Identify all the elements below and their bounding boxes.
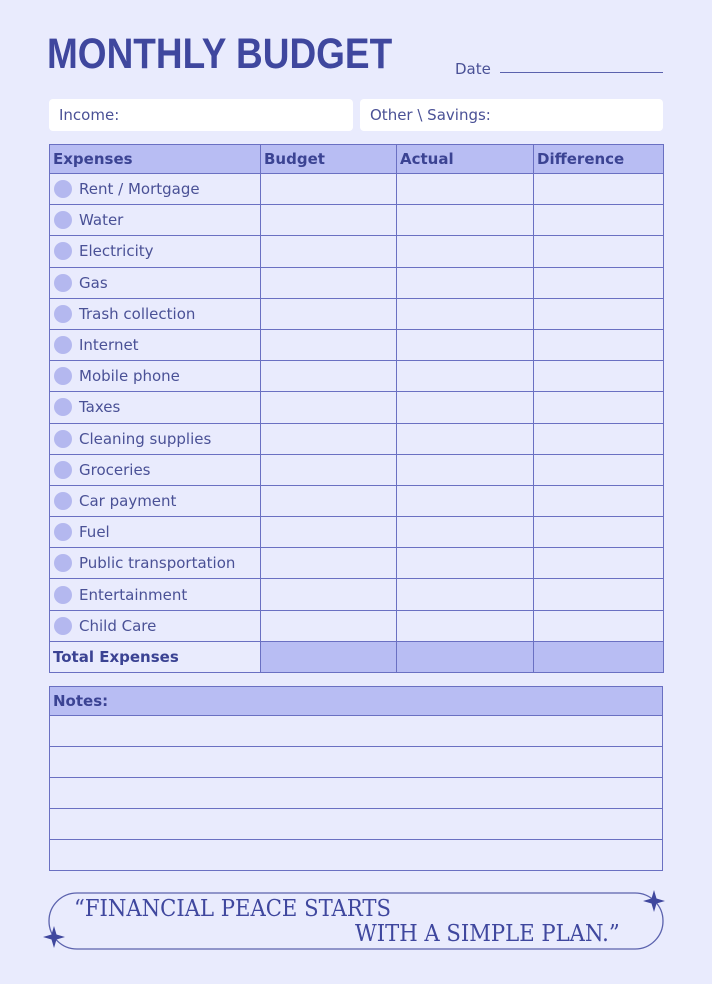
expense-label: Taxes — [79, 398, 121, 417]
header-difference: Difference — [534, 145, 664, 174]
expense-row — [50, 548, 664, 579]
quote-line-2: WITH A SIMPLE PLAN.” — [355, 921, 620, 947]
difference-cell[interactable] — [534, 205, 664, 236]
actual-cell[interactable] — [397, 205, 534, 236]
total-expenses-label: Total Expenses — [50, 642, 261, 673]
difference-cell[interactable] — [534, 548, 664, 579]
expense-row — [50, 174, 664, 205]
expense-name-cell — [50, 236, 261, 267]
expense-row — [50, 579, 664, 610]
expense-row — [50, 267, 664, 298]
expense-label: Entertainment — [79, 585, 188, 604]
expense-label: Gas — [79, 273, 108, 292]
expense-name-cell — [50, 329, 261, 360]
difference-cell[interactable] — [534, 485, 664, 516]
income-label: Income: — [59, 106, 120, 124]
expense-name-cell — [50, 392, 261, 423]
date-label: Date — [455, 60, 491, 78]
header-expenses: Expenses — [50, 145, 261, 174]
expense-name — [50, 367, 260, 385]
expense-name — [50, 336, 260, 354]
expense-label: Car payment — [79, 491, 177, 510]
table-header-row — [50, 145, 664, 174]
expense-row — [50, 485, 664, 516]
difference-cell[interactable] — [534, 329, 664, 360]
notes-line[interactable] — [50, 716, 663, 747]
budget-cell[interactable] — [261, 548, 397, 579]
expense-label: Mobile phone — [79, 367, 180, 386]
expense-name-cell — [50, 517, 261, 548]
bullet-dot-icon — [54, 492, 72, 510]
expense-label: Electricity — [79, 242, 154, 261]
bullet-dot-icon — [54, 274, 72, 292]
expense-label: Rent / Mortgage — [79, 180, 200, 199]
actual-cell[interactable] — [397, 517, 534, 548]
actual-cell[interactable] — [397, 236, 534, 267]
expense-row — [50, 423, 664, 454]
expenses-table — [49, 144, 664, 673]
budget-cell[interactable] — [261, 392, 397, 423]
expense-name-cell — [50, 485, 261, 516]
bullet-dot-icon — [54, 586, 72, 604]
date-field-line[interactable] — [500, 72, 663, 73]
difference-cell[interactable] — [534, 174, 664, 205]
budget-cell[interactable] — [261, 267, 397, 298]
budget-cell[interactable] — [261, 423, 397, 454]
difference-cell[interactable] — [534, 517, 664, 548]
expense-label: Cleaning supplies — [79, 429, 212, 448]
difference-cell[interactable] — [534, 267, 664, 298]
actual-cell[interactable] — [397, 174, 534, 205]
bullet-dot-icon — [54, 523, 72, 541]
budget-cell[interactable] — [261, 298, 397, 329]
expense-name-cell — [50, 610, 261, 641]
expense-label: Public transportation — [79, 554, 236, 573]
actual-cell[interactable] — [397, 548, 534, 579]
expense-name — [50, 398, 260, 416]
bullet-dot-icon — [54, 180, 72, 198]
expense-name — [50, 461, 260, 479]
bullet-dot-icon — [54, 554, 72, 572]
quote-line-1: “FINANCIAL PEACE STARTS — [74, 896, 392, 922]
expense-row — [50, 454, 664, 485]
expense-row — [50, 517, 664, 548]
actual-cell[interactable] — [397, 485, 534, 516]
actual-cell[interactable] — [397, 298, 534, 329]
budget-cell[interactable] — [261, 454, 397, 485]
budget-cell[interactable] — [261, 174, 397, 205]
notes-line[interactable] — [50, 747, 663, 778]
expense-label: Trash collection — [79, 304, 196, 323]
expense-label: Fuel — [79, 523, 110, 542]
budget-cell[interactable] — [261, 236, 397, 267]
budget-cell[interactable] — [261, 517, 397, 548]
budget-cell[interactable] — [261, 610, 397, 641]
budget-cell[interactable] — [261, 205, 397, 236]
expense-name — [50, 492, 260, 510]
expense-label: Child Care — [79, 616, 157, 635]
budget-cell[interactable] — [261, 329, 397, 360]
difference-cell[interactable] — [534, 392, 664, 423]
expense-row — [50, 361, 664, 392]
expense-name — [50, 586, 260, 604]
total-budget-cell[interactable] — [261, 642, 397, 673]
bullet-dot-icon — [54, 398, 72, 416]
expense-row — [50, 205, 664, 236]
expense-name — [50, 180, 260, 198]
expense-name-cell — [50, 174, 261, 205]
expense-row — [50, 329, 664, 360]
expense-name — [50, 305, 260, 323]
budget-cell[interactable] — [261, 485, 397, 516]
difference-cell[interactable] — [534, 454, 664, 485]
expense-name-cell — [50, 267, 261, 298]
expense-name — [50, 554, 260, 572]
expense-name — [50, 523, 260, 541]
sparkle-icon — [643, 890, 665, 912]
notes-line[interactable] — [50, 778, 663, 809]
actual-cell[interactable] — [397, 454, 534, 485]
expense-row — [50, 610, 664, 641]
bullet-dot-icon — [54, 336, 72, 354]
total-actual-cell[interactable] — [397, 642, 534, 673]
difference-cell[interactable] — [534, 361, 664, 392]
expense-name-cell — [50, 423, 261, 454]
expense-label: Groceries — [79, 460, 151, 479]
budget-cell[interactable] — [261, 361, 397, 392]
actual-cell[interactable] — [397, 610, 534, 641]
notes-table — [49, 686, 663, 871]
expense-name-cell — [50, 454, 261, 485]
expense-name-cell — [50, 298, 261, 329]
expense-name-cell — [50, 548, 261, 579]
expense-label: Internet — [79, 336, 139, 355]
actual-cell[interactable] — [397, 267, 534, 298]
expense-name — [50, 211, 260, 229]
total-difference-cell[interactable] — [534, 642, 664, 673]
expense-name — [50, 274, 260, 292]
difference-cell[interactable] — [534, 298, 664, 329]
bullet-dot-icon — [54, 305, 72, 323]
bullet-dot-icon — [54, 242, 72, 260]
actual-cell[interactable] — [397, 329, 534, 360]
expense-row — [50, 392, 664, 423]
difference-cell[interactable] — [534, 423, 664, 454]
actual-cell[interactable] — [397, 392, 534, 423]
bullet-dot-icon — [54, 430, 72, 448]
expense-name — [50, 617, 260, 635]
notes-line[interactable] — [50, 809, 663, 840]
expense-name-cell — [50, 205, 261, 236]
total-row — [50, 642, 664, 673]
page-title: MONTHLY BUDGET — [47, 30, 393, 78]
expense-row — [50, 298, 664, 329]
header-actual: Actual — [397, 145, 534, 174]
expense-name — [50, 242, 260, 260]
difference-cell[interactable] — [534, 610, 664, 641]
bullet-dot-icon — [54, 367, 72, 385]
bullet-dot-icon — [54, 211, 72, 229]
notes-label: Notes: — [50, 687, 663, 716]
bullet-dot-icon — [54, 617, 72, 635]
expense-label: Water — [79, 211, 124, 230]
budget-cell[interactable] — [261, 579, 397, 610]
other-savings-field[interactable] — [360, 99, 663, 131]
expense-name-cell — [50, 361, 261, 392]
expense-name-cell — [50, 579, 261, 610]
income-field[interactable] — [49, 99, 353, 131]
difference-cell[interactable] — [534, 236, 664, 267]
expense-name — [50, 430, 260, 448]
other-savings-label: Other \ Savings: — [370, 106, 491, 124]
difference-cell[interactable] — [534, 579, 664, 610]
actual-cell[interactable] — [397, 361, 534, 392]
actual-cell[interactable] — [397, 579, 534, 610]
expense-row — [50, 236, 664, 267]
bullet-dot-icon — [54, 461, 72, 479]
notes-line[interactable] — [50, 840, 663, 871]
header-budget: Budget — [261, 145, 397, 174]
actual-cell[interactable] — [397, 423, 534, 454]
